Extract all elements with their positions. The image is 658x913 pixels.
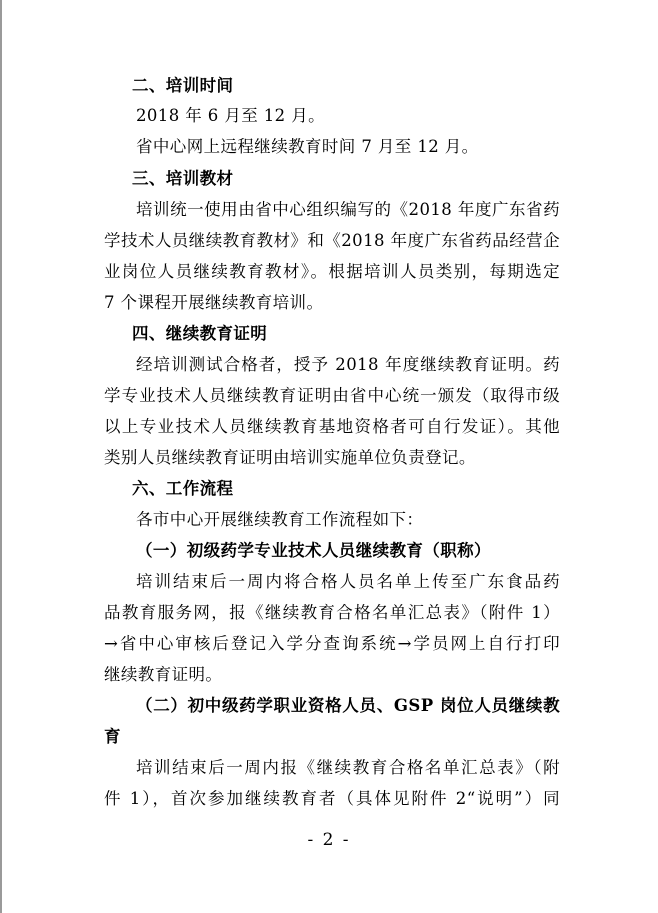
section-6-heading: 六、工作流程 bbox=[132, 479, 234, 498]
page-number: - 2 - bbox=[307, 830, 351, 850]
paragraph-line: 类别人员继续教育证明由培训实施单位负责登记。 bbox=[104, 448, 476, 467]
paragraph-line: 培训统一使用由省中心组织编写的《2018 年度广东省药 bbox=[136, 200, 560, 219]
page-left-edge bbox=[0, 0, 2, 913]
subsection-2-heading: （二）初中级药学职业资格人员、GSP 岗位人员继续教 bbox=[136, 696, 560, 715]
section-2-heading: 二、培训时间 bbox=[132, 76, 234, 95]
paragraph-line: 学专业技术人员继续教育证明由省中心统一颁发（取得市级 bbox=[104, 386, 560, 405]
paragraph-line: 品教育服务网，报《继续教育合格名单汇总表》（附件 1） bbox=[104, 603, 560, 622]
subsection-2-heading-continued: 育 bbox=[104, 727, 121, 746]
paragraph-line: 7 个课程开展继续教育培训。 bbox=[104, 293, 324, 312]
paragraph-line: 继续教育证明。 bbox=[104, 665, 223, 684]
paragraph-line: 业岗位人员继续教育教材》。根据培训人员类别，每期选定 bbox=[104, 262, 560, 281]
section-3-heading: 三、培训教材 bbox=[132, 169, 234, 188]
paragraph-line: 以上专业技术人员继续教育基地资格者可自行发证）。其他 bbox=[104, 417, 560, 436]
paragraph-line: →省中心审核后登记入学分查询系统→学员网上自行打印 bbox=[104, 634, 560, 653]
subsection-1-heading: （一）初级药学专业技术人员继续教育（职称） bbox=[136, 541, 491, 560]
section-4-heading: 四、继续教育证明 bbox=[132, 324, 268, 343]
paragraph-line: 培训结束后一周内将合格人员名单上传至广东食品药 bbox=[136, 572, 560, 591]
paragraph-line: 件 1），首次参加继续教育者（具体见附件 2“说明”）同 bbox=[104, 789, 560, 808]
paragraph-line: 省中心网上远程继续教育时间 7 月至 12 月。 bbox=[136, 137, 479, 156]
paragraph-line: 各市中心开展继续教育工作流程如下： bbox=[136, 510, 424, 529]
paragraph-line: 学技术人员继续教育教材》和《2018 年度广东省药品经营企 bbox=[104, 231, 560, 250]
paragraph-line: 经培训测试合格者，授予 2018 年度继续教育证明。药 bbox=[136, 355, 560, 374]
paragraph-line: 培训结束后一周内报《继续教育合格名单汇总表》（附 bbox=[136, 758, 560, 777]
paragraph-line: 2018 年 6 月至 12 月。 bbox=[136, 106, 326, 125]
